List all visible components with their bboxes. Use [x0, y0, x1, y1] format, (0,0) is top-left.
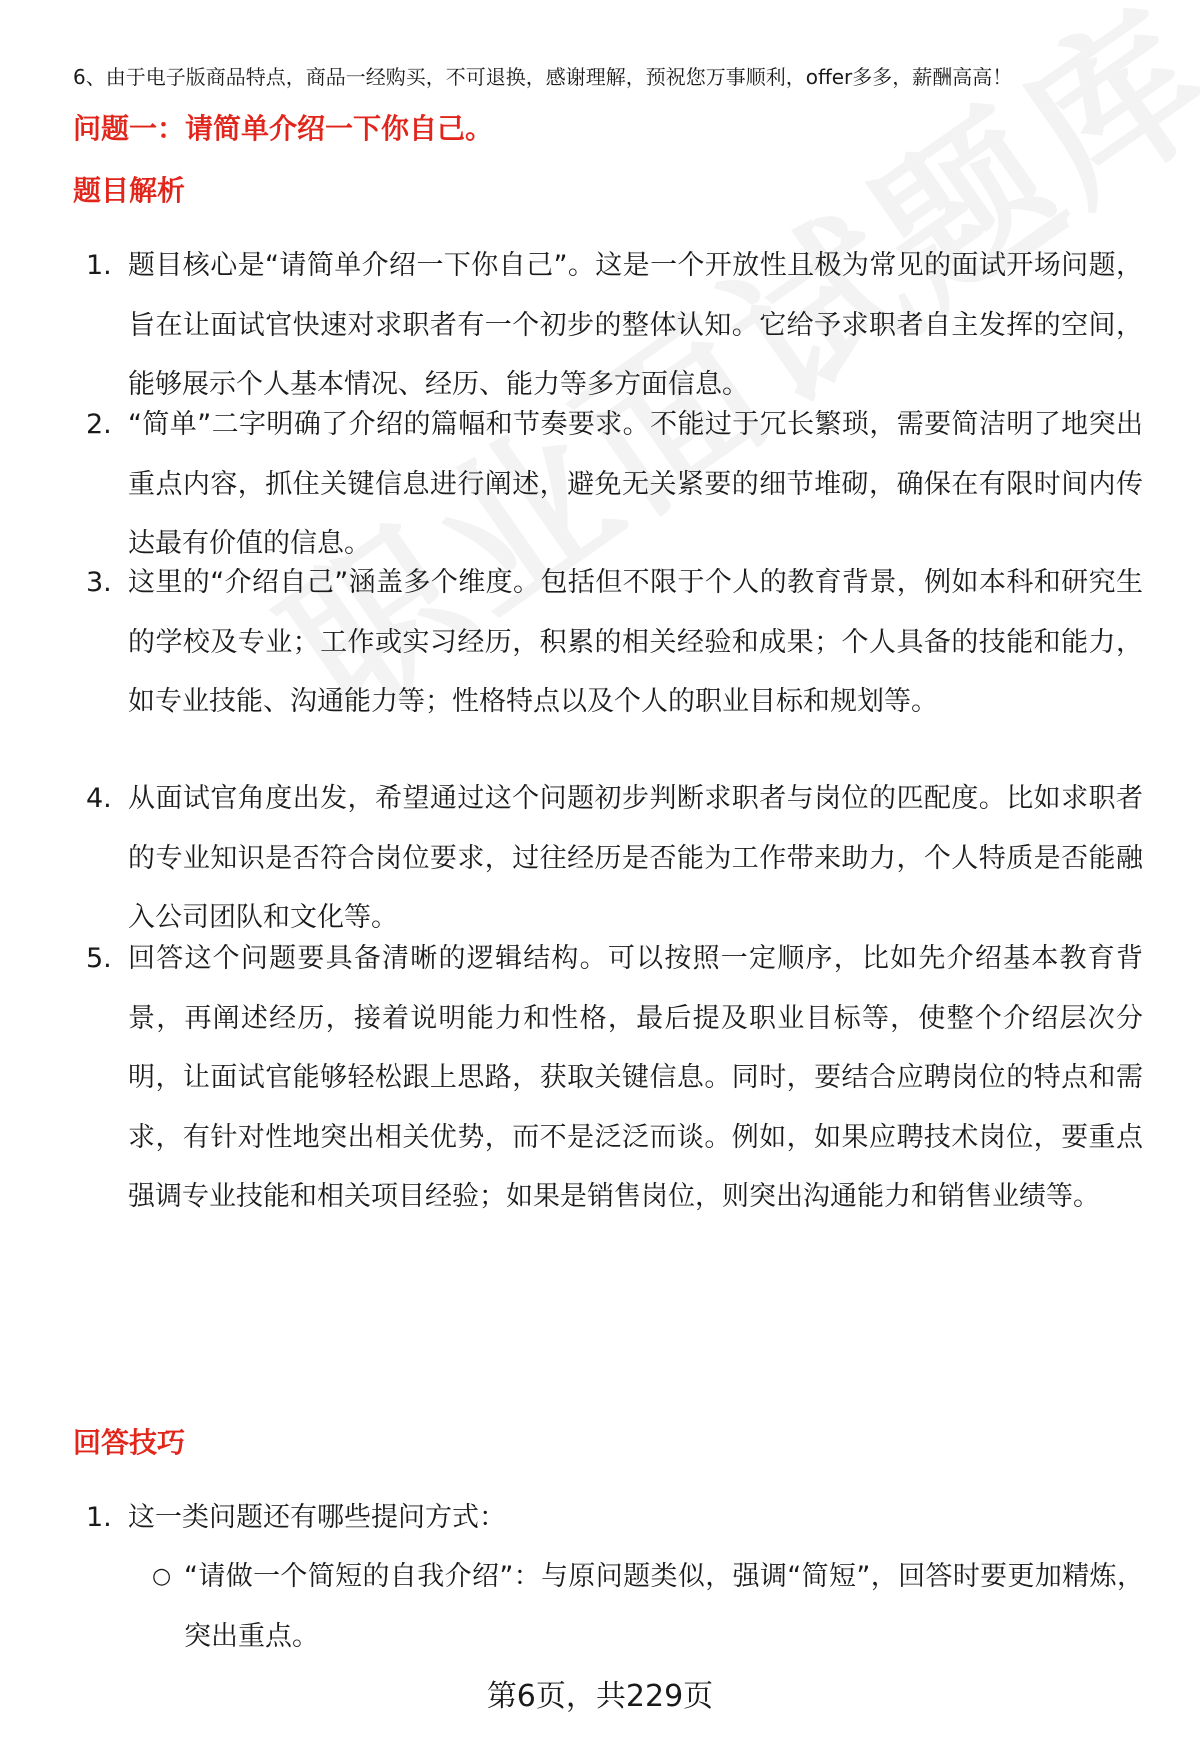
page-number-footer: 第6页，共229页 — [486, 1679, 714, 1714]
list-item-number: 4. — [86, 783, 112, 814]
purchase-notice: 6、由于电子版商品特点，商品一经购买，不可退换，感谢理解，预祝您万事顺利，offer多多，薪酬高高！ — [73, 65, 1013, 89]
list-item-number: 1. — [86, 1502, 112, 1533]
list-item-text: 回答这个问题要具备清晰的逻辑结构。可以按照一定顺序，比如先介绍基本教育背景，再阐述经历，接着说明能力和性格，最后提及职业目标等，使整个介绍层次分明，让面试官能够轻松跟上思路，获取关键信息。同时，要结合应聘岗位的特点和需求，有针对性地突出相关优势，而不是泛泛而谈。例如，如果应聘技术岗位，要重点强调专业技能和相关项目经验；如果是销售岗位，则突出沟通能力和销售业绩等。 — [128, 943, 1143, 1212]
tips-heading: 回答技巧 — [73, 1426, 186, 1459]
hollow-circle-bullet: ○ — [152, 1564, 172, 1589]
list-item-text: 从面试官角度出发，希望通过这个问题初步判断求职者与岗位的匹配度。比如求职者的专业知识是否符合岗位要求，过往经历是否能为工作带来助力，个人特质是否能融入公司团队和文化等。 — [128, 783, 1143, 933]
list-item-text: 题目核心是“请简单介绍一下你自己”。这是一个开放性且极为常见的面试开场问题，旨在让面试官快速对求职者有一个初步的整体认知。它给予求职者自主发挥的空间，能够展示个人基本情况、经历、能力等多方面信息。 — [128, 250, 1143, 400]
list-item-text: “简单”二字明确了介绍的篇幅和节奏要求。不能过于冗长繁琐，需要简洁明了地突出重点内容，抓住关键信息进行阐述，避免无关紧要的细节堆砌，确保在有限时间内传达最有价值的信息。 — [128, 409, 1143, 559]
list-item-number: 3. — [86, 567, 112, 598]
list-item-text: 这一类问题还有哪些提问方式： — [128, 1502, 506, 1533]
list-item-number: 5. — [86, 943, 112, 974]
question-title: 问题一：请简单介绍一下你自己。 — [73, 112, 494, 145]
list-item-text: 这里的“介绍自己”涵盖多个维度。包括但不限于个人的教育背景，例如本科和研究生的学校及专业；工作或实习经历，积累的相关经验和成果；个人具备的技能和能力，如专业技能、沟通能力等；性格特点以及个人的职业目标和规划等。 — [128, 567, 1143, 717]
sub-list-item-text: “请做一个简短的自我介绍”：与原问题类似，强调“简短”，回答时要更加精炼，突出重点。 — [184, 1561, 1144, 1652]
list-item-number: 1. — [86, 250, 112, 281]
analysis-heading: 题目解析 — [73, 174, 186, 207]
list-item-number: 2. — [86, 409, 112, 440]
